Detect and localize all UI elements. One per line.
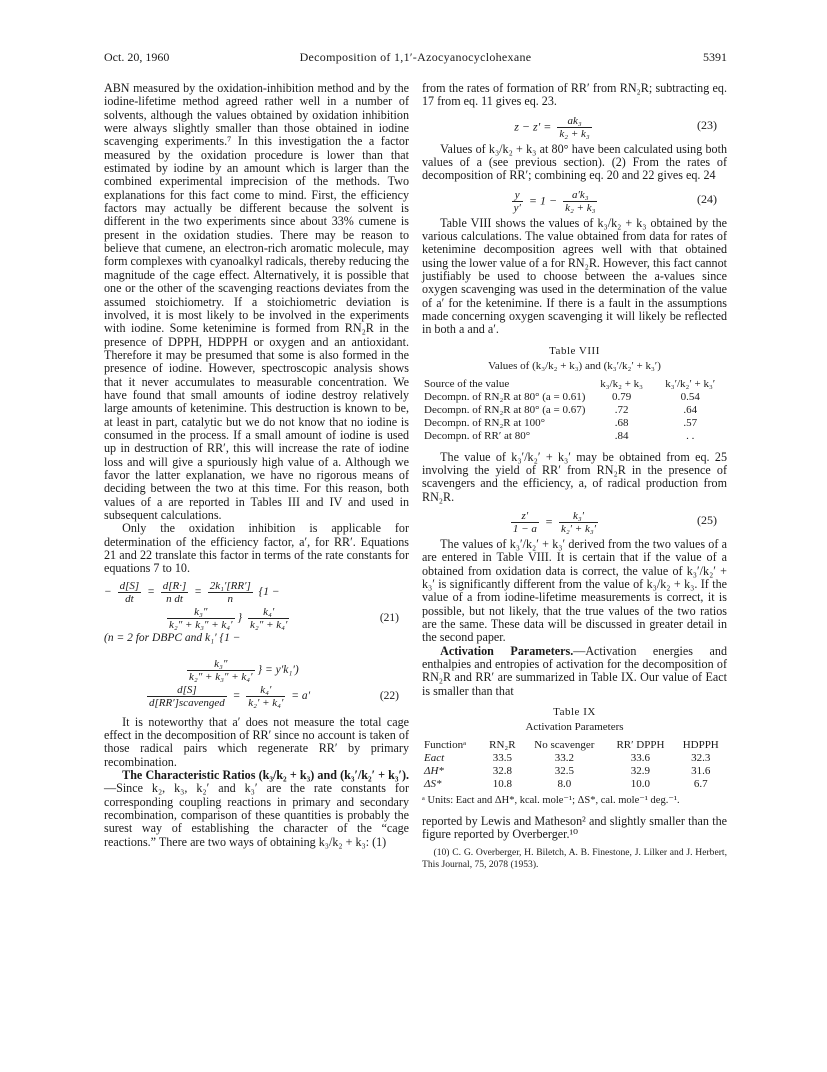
paragraph: The Characteristic Ratios (k₃/k₂ + k₃) and (k₃′/k₂′ + k₃′).—Since k₂, k₃, k₂′ and k₃′ are the rate constants for corresponding coupling reactions in primary and secondary recombination, comparison of these quantities is probably the surest way of establishing the character of the “cage reactions.” There are two ways of obtaining k₃/k₂ + k₃: (1) [104, 768, 409, 849]
table-ix-footnote: ᵃ Units: Eact and ΔH*, kcal. mole⁻¹; ΔS*, cal. mole⁻¹ deg.⁻¹. [422, 794, 680, 806]
paragraph: Values of k₃/k₂ + k₃ at 80° have been calculated using both values of a (see previous section). (2) From the rates of decomposition of RR′; combining eq. 20 and 22 gives eq. 24 [422, 141, 727, 183]
table-row: Decompn. of RN₂R at 80° (a = 0.67) .72 .64 [424, 403, 698, 416]
paragraph: The values of k₃′/k₂′ + k₃′ derived from the two values of a are entered in Table VIII. It is certain that if the value of a obtained from oxidation data is correct, the value of k₃′/k₂′ + k₃′ is significantly different from the value of k₃/k₂ + k₃. If the value of a from iodine-lifetime measurements is correct, it is possible, but not likely, that the true values of the two ratios are the same. These data will be discussed in greater detail in the second paper. [422, 536, 727, 645]
paragraph: Only the oxidation inhibition is applicable for determination of the efficiency factor, a′, for RR′. Equations 21 and 22 translate this factor in terms of the rate constants for equations 7 to 10. [104, 521, 409, 576]
paragraph: Activation Parameters.—Activation energies and enthalpies and entropies of activation for the decomposition of RN₂R and RR′ are summarized in Table IX. Our value of Eact is smaller than that [422, 643, 727, 698]
paragraph: The value of k₃′/k₂′ + k₃′ may be obtained from eq. 25 involving the yield of RR′ from RN₂R in the presence of scavengers and the efficiency, a, of radical production from RN₂R. [422, 449, 727, 504]
table-header: RR′ DPPH [616, 738, 665, 751]
table-viii [422, 378, 727, 443]
table-viii-caption: Table VIII [549, 344, 600, 357]
table-row: ΔH* 32.8 32.5 32.9 31.6 [424, 764, 711, 777]
paragraph: Table VIII shows the values of k₃/k₂ + k₃ obtained by the various calculations. The value obtained from data for rates of ketenimine decomposition agrees well with that obtained using the lower value of a for RN₂R. However, this fact cannot justifiably be used to choose between the a-values since oxygen scavenging was used in the determination of the value of a′ for the ketenimine. If there is a fault in the assumptions made concerning oxygen scavenging it will likely be reflected in both a and a′. [422, 215, 727, 337]
equation-25: $\frac{z'}{1 - a}$ = $\frac{\text{k₃′}}{\text{k₂′ + k₃′}}$ (25) [512, 509, 717, 535]
footnote-reference-10: (10) C. G. Overberger, H. Biletch, A. B. Finestone, J. Lilker and J. Herbert, This Journal, 75, 2078 (1953). [422, 847, 727, 870]
table-header: HDPPH [682, 738, 719, 751]
table-row: Decompn. of RN₂R at 80° (a = 0.61) 0.79 0.54 [424, 390, 700, 403]
header-title: Decomposition of 1,1′-Azocyanocyclohexane [299, 50, 532, 64]
equation-23: z − z′ = $\frac{\text{ak₃}}{\text{k₂ + k₃}}$ (23) [514, 114, 717, 140]
section-heading: Activation Parameters. [440, 643, 574, 658]
header-date: Oct. 20, 1960 [104, 50, 170, 64]
table-viii-title: Values of (k₃/k₂ + k₃) and (k₃′/k₂′ + k₃′) [488, 360, 661, 373]
table-ix-title: Activation Parameters [525, 721, 624, 734]
table-row: Eact 33.5 33.2 33.6 32.3 [424, 751, 711, 764]
paragraph: It is noteworthy that a′ does not measure the total cage effect in the decomposition of RR′ since no account is taken of those radical pairs which regenerate RR′ by primary recombination. [104, 714, 409, 769]
table-header: No scavenger [534, 738, 595, 751]
paragraph: reported by Lewis and Matheson² and slightly smaller than the figure reported by Overberger.¹⁰ [422, 813, 727, 842]
section-heading: The Characteristic Ratios (k₃/k₂ + k₃) and (k₃′/k₂′ + k₃′). [122, 768, 409, 783]
paragraph: ABN measured by the oxidation-inhibition method and by the iodine-lifetime method agreed rather well in a number of solvents, although the values obtained by oxidation inhibition were always slightly smaller than those obtained in iodine scavenging experiments.⁷ In this investigation the a factor measured by the oxidation procedure is lower than that estimated by iodine by an amount which is larger than the combined experimental imprecision of the methods. Two explanations for this fact come to mind. First, the efficiency factors may actually be different because the solvent is different in the two experiments since about 33% cumene is present in the oxidation studies. There may be reason to believe that cumene, an electron-rich aromatic molecule, may form complexes with cyanoalkyl radicals, thereby reducing the magnitude of the cage effect. Alternatively, it is possible that one or the other of the scavenging reactions deviates from the assumed stoichiometry. If a stoichiometric deviation is involved, it is most likely to be involved in the experiments with iodine. Some ketenimine is formed from RN₂R in the presence of DPPH, HDPPH or oxygen and an antioxidant. Therefore it may be presumed that some is also formed in the presence of iodine. However, spectroscopic analysis shows that it never accumulates to measurable concentration. We have found that small amounts of iodine destroy relatively large amounts of ketenimine. This destruction is known to be, at least in part, catalytic but we do not know that no iodine is consumed in the process. If a small amount of iodine is used up in destruction of RR′, this will increase the rate of iodine loss and will give a spuriously high value of a. Although we favor the latter explanation, we have no rigorous means of deciding between the two at this time. For this reason, both values of a are reported in Tables III and IV and used in subsequent calculations. [104, 81, 409, 522]
running-header [104, 50, 727, 68]
page-number: 5391 [703, 50, 727, 64]
table-header: Source of the value [424, 377, 510, 390]
equation-21: − $\frac{d[S]}{dt}$ = $\frac{d[R\cdot]}{\text{n dt}}$ = $\frac{\text{2k₁′[RR′]}}{n}$ {1 − $\frac{\text{k₃″}}{\text{k₂″ + k₃″ + k₄′}}$ } $\frac{\text{k₄′}}{\text{k₂″ + k₄′}}$ (21) (n = 2 for DBPC and k₁′ {1 − $\frac{\text{k₃″}}{\text{k₂″ + k₃″ + k₄′}}$ } = y′k₁′) $\frac{d[S]}{\text{d[RR′]scavenged}}$ = $\frac{\text{k₄′}}{\text{k₂′ + k₄′}}$ = a′ (22) [104, 579, 399, 709]
table-header: RN₂R [489, 738, 516, 751]
table-header: k₃′/k₂′ + k₃′ [665, 377, 716, 390]
table-ix-caption: Table IX [553, 706, 596, 718]
left-column [104, 82, 409, 849]
table-row: Decompn. of RN₂R at 100° .68 .57 [424, 416, 698, 429]
table-ix [422, 739, 727, 791]
equation-24: $\frac{y}{y'}$ = 1 − $\frac{\text{a′k₃}}{\text{k₂ + k₃}}$ (24) [513, 188, 717, 214]
right-column [422, 82, 727, 870]
table-row: Decompn. of RR′ at 80° .84 . . [424, 429, 695, 442]
table-header: Functionᵃ [424, 738, 467, 751]
table-header: k₃/k₂ + k₃ [600, 377, 643, 390]
paragraph: from the rates of formation of RR′ from RN₂R; subtracting eq. 17 from eq. 11 gives eq. 23. [422, 81, 727, 109]
table-row: ΔS* 10.8 8.0 10.0 6.7 [424, 777, 708, 790]
